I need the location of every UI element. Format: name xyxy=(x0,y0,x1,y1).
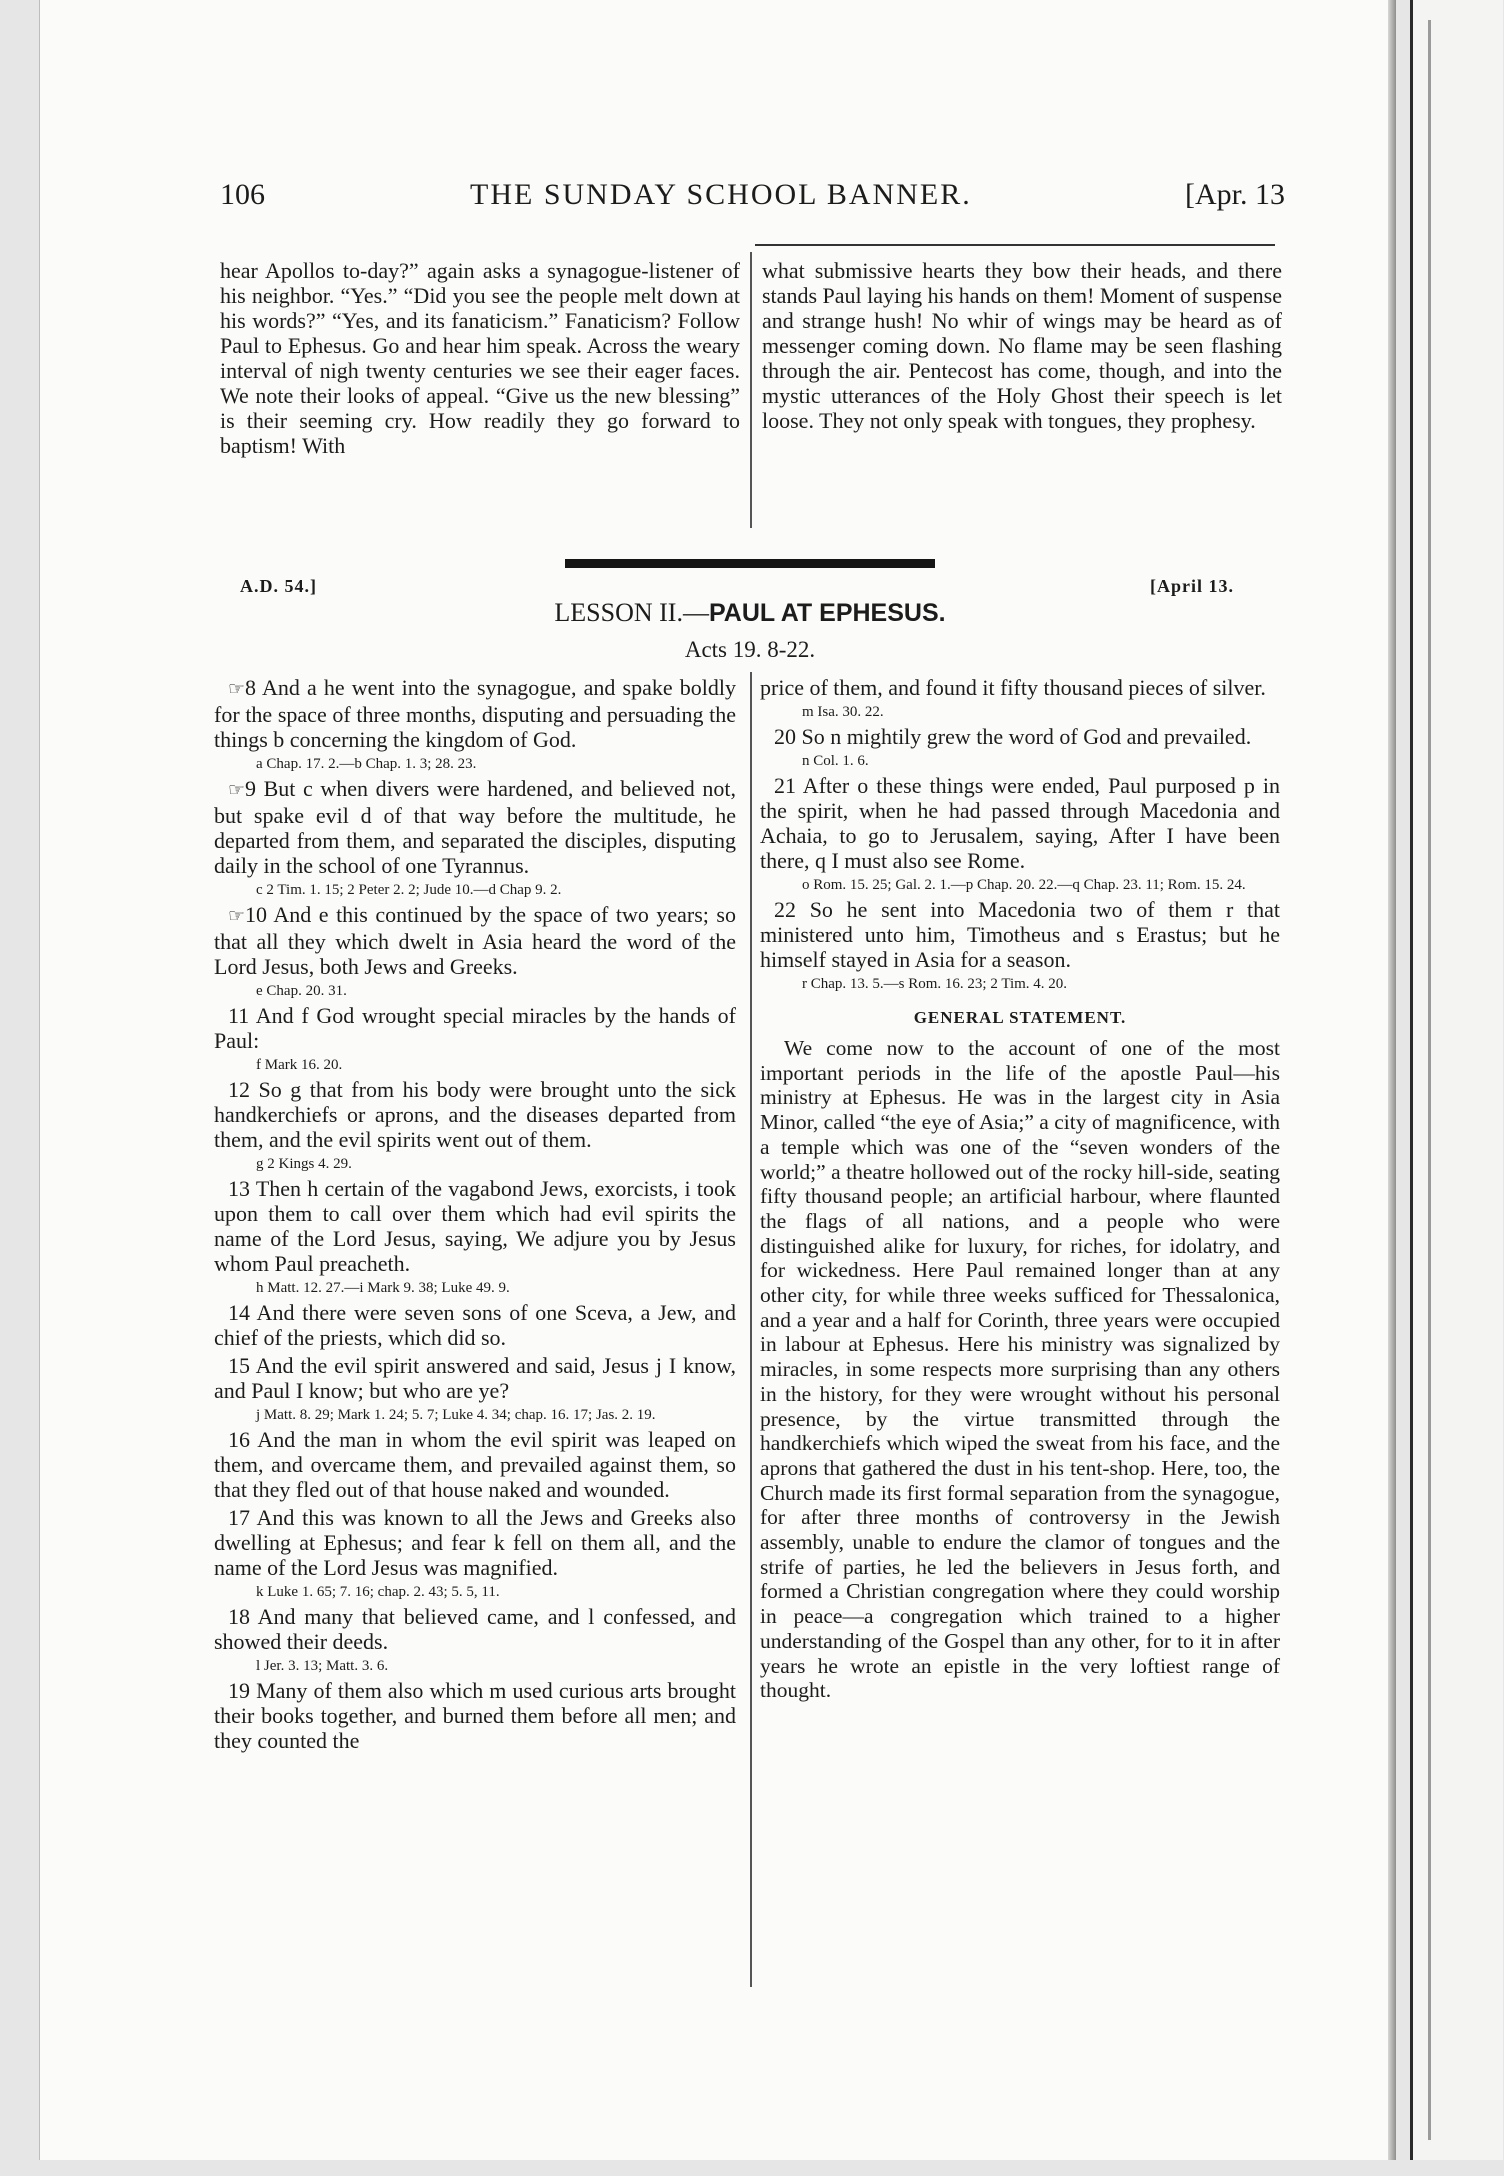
verse xyxy=(214,902,736,979)
verse-text: 17 And this was known to all the Jews and Greeks also dwelling at Ephesus; and fear k fell on them all, and the name of the Lord Jesus was magnified. xyxy=(214,1505,736,1580)
verse xyxy=(214,1176,736,1276)
verse-text: 14 And there were seven sons of one Sceva, a Jew, and chief of the priests, which did so. xyxy=(214,1300,736,1350)
header-date: [Apr. 13 xyxy=(1185,178,1285,211)
verse-text: 11 And f God wrought special miracles by the hands of Paul: xyxy=(214,1003,736,1053)
intro-right-column xyxy=(762,258,1282,436)
verse xyxy=(214,1427,736,1502)
pointing-hand-icon: ☞ xyxy=(228,678,246,700)
cross-reference: e Chap. 20. 31. xyxy=(256,983,347,999)
verse xyxy=(214,776,736,878)
cross-reference: h Matt. 12. 27.—i Mark 9. 38; Luke 49. 9. xyxy=(256,1280,510,1296)
pointing-hand-icon: ☞ xyxy=(228,905,246,927)
lesson-title: PAUL AT EPHESUS. xyxy=(708,599,946,627)
verse-text: 13 Then h certain of the vagabond Jews, exorcists, i took upon them to call over them which had evil spirits the name of the Lord Jesus, saying, We adjure you by Jesus whom Paul preacheth. xyxy=(214,1176,736,1276)
verse xyxy=(760,724,1280,749)
verse xyxy=(760,897,1280,972)
publication-title: THE SUNDAY SCHOOL BANNER. xyxy=(470,178,972,211)
verse-text: 18 And many that believed came, and l confessed, and showed their deeds. xyxy=(214,1604,736,1654)
verse-text: 10 And e this continued by the space of two years; so that all they which dwelt in Asia heard the word of the Lord Jesus, both Jews and Greeks. xyxy=(214,902,736,979)
verse-text: 8 And a he went into the synagogue, and spake boldly for the space of three months, disputing and persuading the things b concerning the kingdom of God. xyxy=(214,675,736,752)
cross-reference: n Col. 1. 6. xyxy=(802,753,869,769)
verse-text: 16 And the man in whom the evil spirit was leaped on them, and overcame them, and prevailed against them, so that they fled out of that house naked and wounded. xyxy=(214,1427,736,1502)
lesson-date: [April 13. xyxy=(1150,576,1234,596)
lesson-year: A.D. 54.] xyxy=(240,576,317,596)
general-statement-text: We come now to the account of one of the most important periods in the life of the apostle Paul—his ministry at Ephesus. He was in the largest city in Asia Minor, called “the eye of Asia;” a city of magnificence, with a temple which was one of the “seven wonders of the world;” a theatre hollowed out of the rocky hill-side, seating fifty thousand people; an artificial harbour, where flaunted the flags of all nations, and a people who were distinguished alike for luxury, for riches, for idolatry, and for wickedness. Here Paul remained longer than at any other city, for while three weeks sufficed for Thessalonica, and a year and a half for Corinth, three years were occupied in labour at Ephesus. Here his ministry was signalized by miracles, in some respects more surprising than any others in the history, for they were wrought without his personal presence, by the virtue transmitted through the handkerchiefs which wiped the sweat from his face, and the aprons that gathered the dust in his tent-shop. Here, too, the Church made its first formal separation from the synagogue, for after three months of controversy in the Jewish assembly, unable to endure the clamor of tongues and the strife of parties, he led the believers in Jesus forth, and formed a Christian congregation where they could worship in peace—a congregation which trained to a higher understanding of the Gospel than any other, for to it in after years he wrote an epistle in the very loftiest range of thought. xyxy=(760,1036,1280,1703)
cross-reference: k Luke 1. 65; 7. 16; chap. 2. 43; 5. 5, 11. xyxy=(256,1584,500,1600)
intro-left-column xyxy=(220,258,740,461)
verse-text: 22 So he sent into Macedonia two of them r that ministered unto him, Timotheus and s Erastus; but he himself stayed in Asia for a season. xyxy=(760,897,1280,972)
page-right-edge xyxy=(1388,0,1396,2160)
verse-text: 9 But c when divers were hardened, and believed not, but spake evil d of that way before the multitude, he departed from them, and separated the disciples, disputing daily in the school of one Tyrannus. xyxy=(214,776,736,878)
intro-left-text: hear Apollos to-day?” again asks a synagogue-listener of his neighbor. “Yes.” “Did you see the people melt down at his words?” “Yes, and its fanaticism.” Fanaticism? Follow Paul to Ephesus. Go and hear him speak. Across the weary interval of nigh twenty centuries we see their eager faces. We note their looks of appeal. “Give us the new blessing” is their seeming cry. How readily they go forward to baptism! With xyxy=(220,258,740,458)
scripture-left-column xyxy=(214,675,736,1756)
cross-reference: l Jer. 3. 13; Matt. 3. 6. xyxy=(256,1658,389,1674)
verse-text: price of them, and found it fifty thousand pieces of silver. xyxy=(760,675,1266,700)
lesson-number: LESSON II.— xyxy=(554,598,709,627)
verse-text: 12 So g that from his body were brought unto the sick handkerchiefs or aprons, and the diseases departed from them, and the evil spirits went out of them. xyxy=(214,1077,736,1152)
verse xyxy=(214,1300,736,1350)
verse xyxy=(214,1505,736,1580)
running-header xyxy=(220,178,1285,224)
next-page-shadow xyxy=(1428,20,1431,2140)
cross-reference: g 2 Kings 4. 29. xyxy=(256,1156,352,1172)
cross-reference: o Rom. 15. 25; Gal. 2. 1.—p Chap. 20. 22.—q Chap. 23. 11; Rom. 15. 24. xyxy=(802,877,1246,893)
verse xyxy=(214,675,736,752)
lesson-scripture-reference: Acts 19. 8-22. xyxy=(684,637,816,662)
column-rule xyxy=(750,672,752,1987)
verse xyxy=(214,1077,736,1152)
verse xyxy=(214,1003,736,1053)
verse xyxy=(214,1604,736,1654)
cross-reference: r Chap. 13. 5.—s Rom. 16. 23; 2 Tim. 4. 20. xyxy=(802,976,1068,992)
intro-right-text: what submissive hearts they bow their heads, and there stands Paul laying his hands on them! Moment of suspense and strange hush! No whir of wings may be heard as of messenger coming down. No flame may be seen flashing through the air. Pentecost has come, though, and into the mystic utterances of the Holy Ghost their speech is let loose. They not only speak with tongues, they prophesy. xyxy=(762,258,1283,433)
page-number: 106 xyxy=(220,178,265,211)
verse-text: 15 And the evil spirit answered and said, Jesus j I know, and Paul I know; but who are ye? xyxy=(214,1353,736,1403)
cross-reference: a Chap. 17. 2.—b Chap. 1. 3; 28. 23. xyxy=(256,756,477,772)
verse xyxy=(760,773,1280,873)
verse xyxy=(760,675,1280,700)
verse-text: 21 After o these things were ended, Paul purposed p in the spirit, when he had passed through Macedonia and Achaia, to go to Jerusalem, saying, After I have been there, q I must also see Rome. xyxy=(760,773,1280,873)
lesson-heading xyxy=(380,598,1120,628)
lesson-divider-bar xyxy=(565,559,935,568)
scripture-right-column xyxy=(760,675,1280,1706)
intro-column-rule xyxy=(750,252,752,528)
verse xyxy=(214,1678,736,1753)
cross-reference: j Matt. 8. 29; Mark 1. 24; 5. 7; Luke 4. 34; chap. 16. 17; Jas. 2. 19. xyxy=(256,1407,656,1423)
cross-reference: m Isa. 30. 22. xyxy=(802,704,884,720)
cross-reference: f Mark 16. 20. xyxy=(256,1057,343,1073)
verse xyxy=(214,1353,736,1403)
verse-text: 19 Many of them also which m used curious arts brought their books together, and burned them before all men; and they counted the xyxy=(214,1678,736,1753)
next-page-edge xyxy=(1410,0,1503,2160)
right-verses xyxy=(760,675,1280,993)
general-statement-heading: GENERAL STATEMENT. xyxy=(913,1008,1127,1027)
pointing-hand-icon: ☞ xyxy=(228,779,246,801)
cross-reference: c 2 Tim. 1. 15; 2 Peter 2. 2; Jude 10.—d Chap 9. 2. xyxy=(256,882,562,898)
verse-text: 20 So n mightily grew the word of God and prevailed. xyxy=(774,724,1252,749)
header-rule xyxy=(755,244,1275,246)
